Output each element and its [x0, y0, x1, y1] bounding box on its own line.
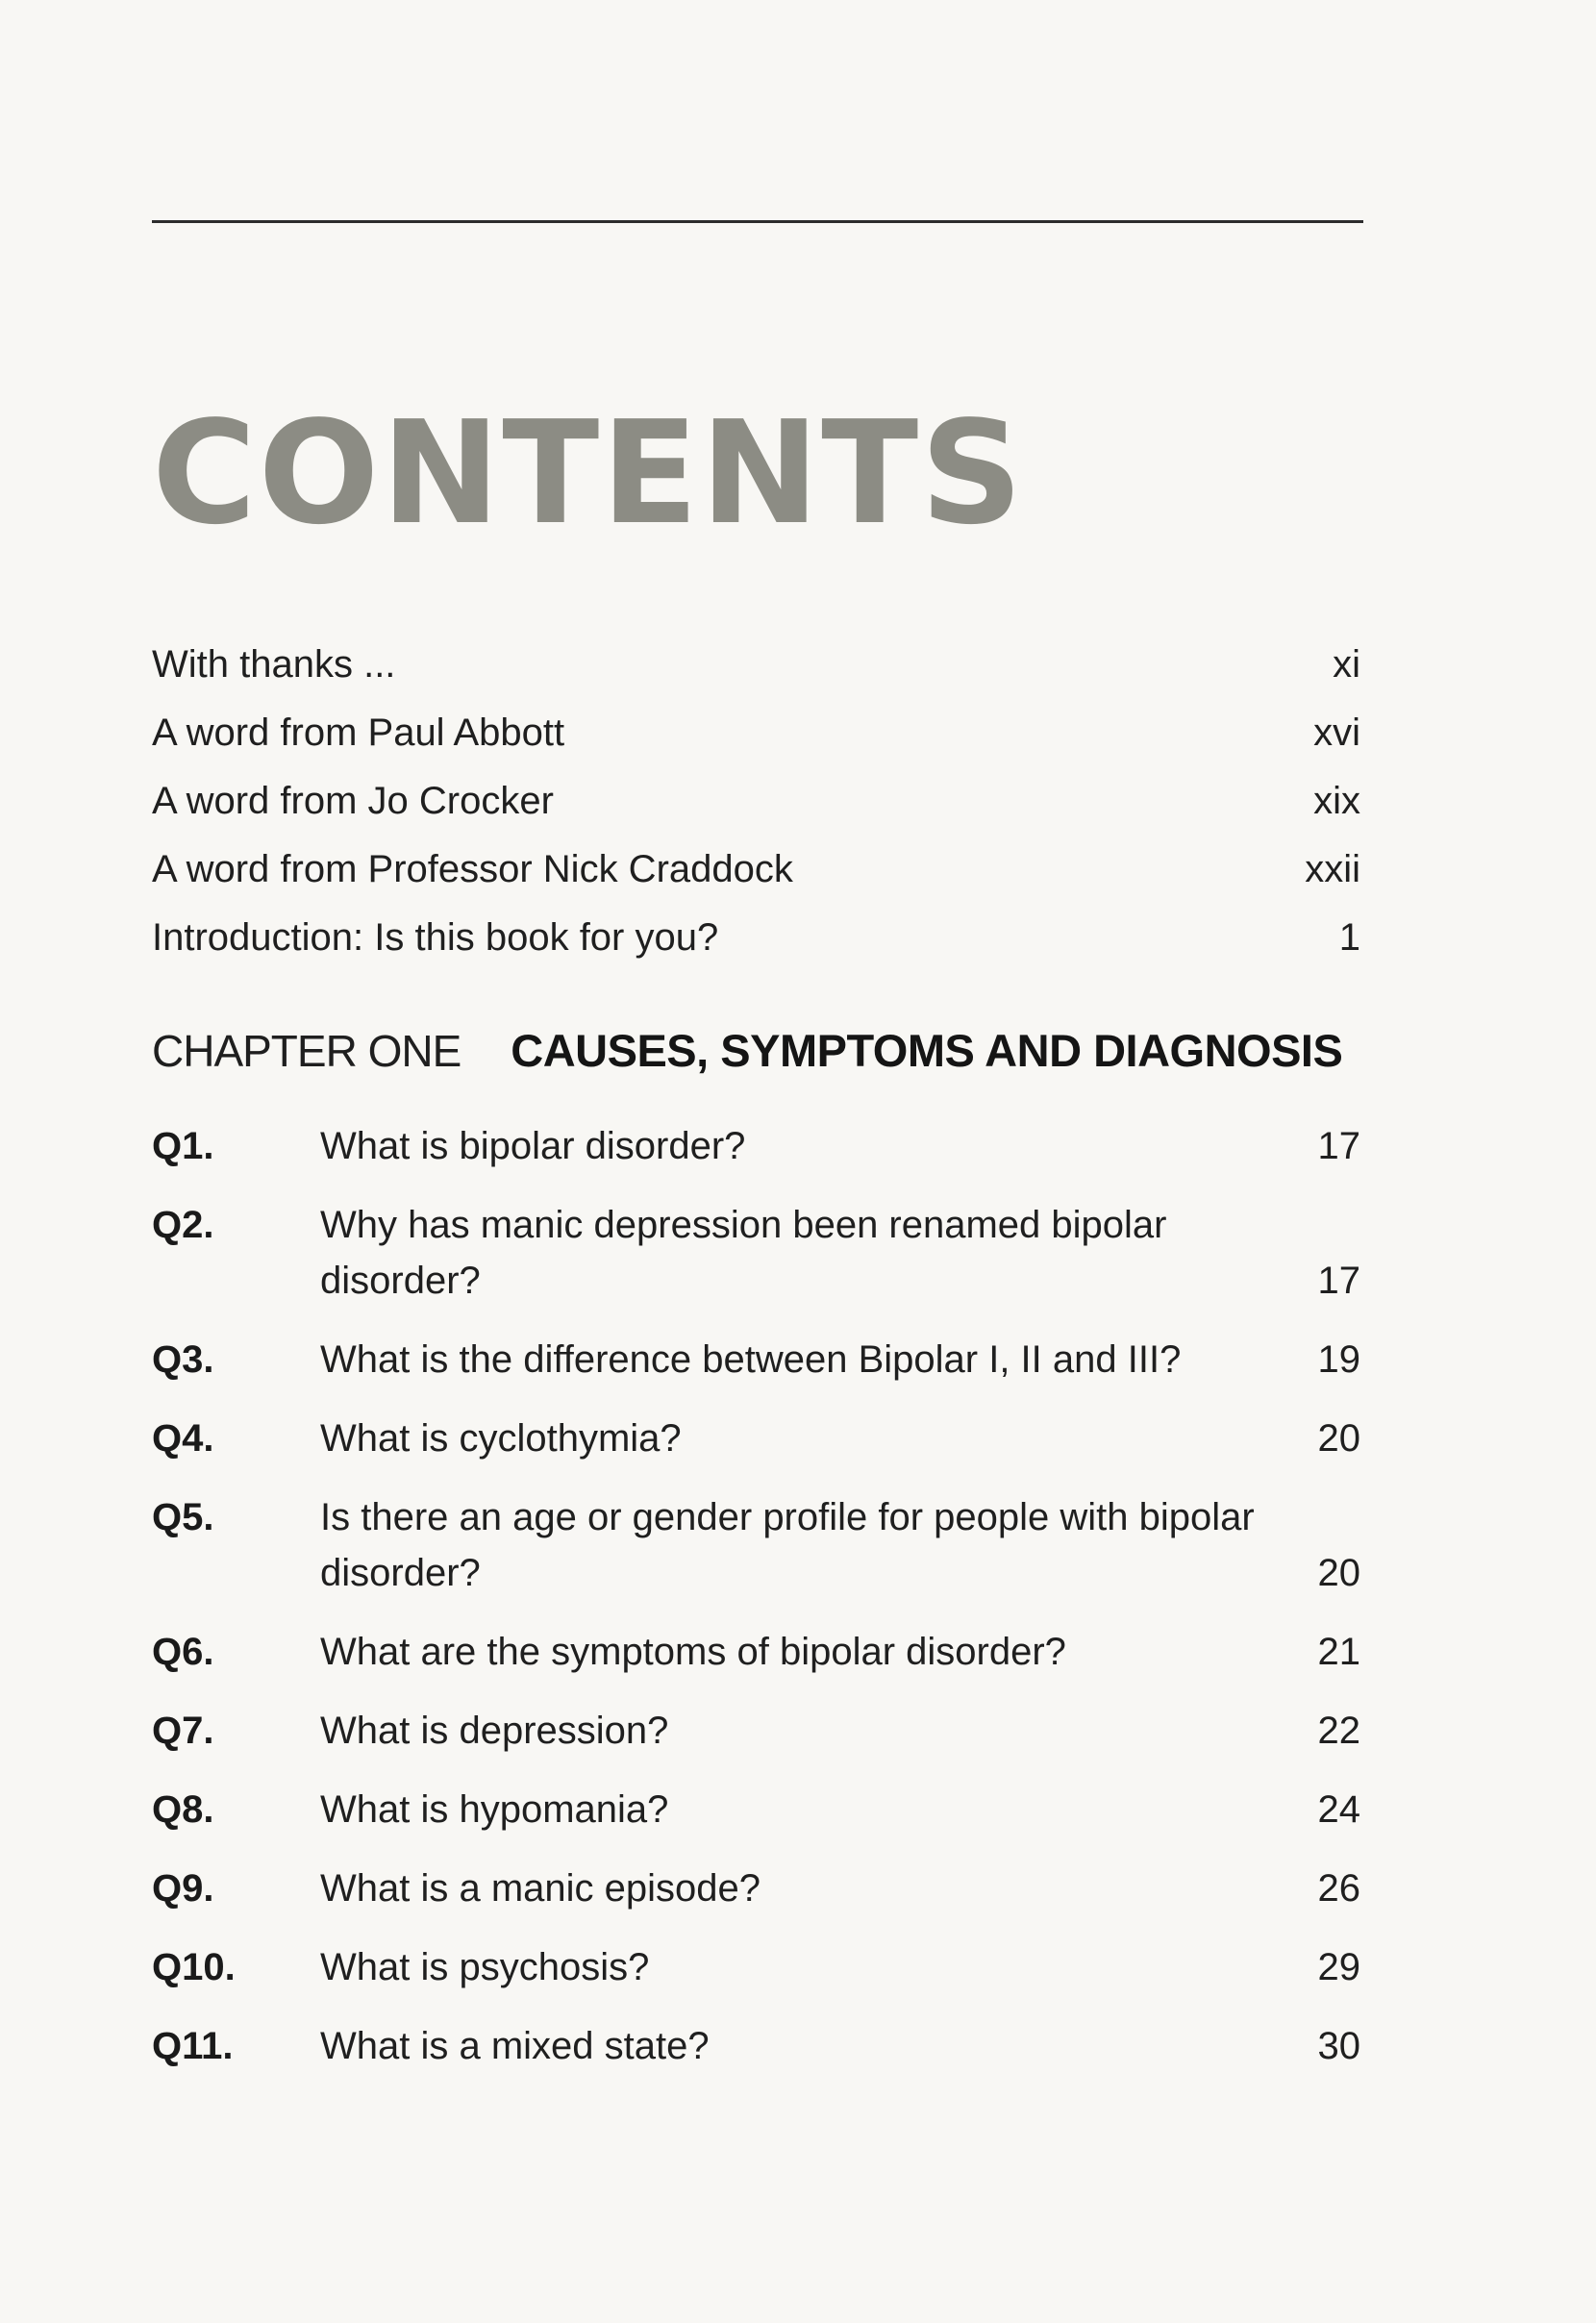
question-page: 20 — [1317, 1552, 1360, 1594]
question-text: What is hypomania? — [320, 1788, 669, 1831]
question-row — [152, 1703, 1360, 1759]
question-number: Q9. — [152, 1867, 214, 1910]
question-row — [152, 1624, 1360, 1680]
front-matter-row — [152, 848, 1360, 916]
question-text: What is bipolar disorder? — [320, 1125, 746, 1167]
question-row — [152, 1861, 1360, 1916]
front-matter-label: A word from Professor Nick Craddock — [152, 848, 793, 890]
front-matter-page: xi — [1333, 643, 1360, 686]
front-matter-row — [152, 780, 1360, 848]
question-row — [152, 1118, 1360, 1174]
question-text: Why has manic depression been renamed bipolar disorder? — [320, 1204, 1167, 1302]
front-matter-label: Introduction: Is this book for you? — [152, 916, 719, 959]
question-text: What are the symptoms of bipolar disorder? — [320, 1631, 1066, 1673]
question-number: Q1. — [152, 1125, 214, 1167]
front-matter-row — [152, 643, 1360, 712]
question-page: 20 — [1317, 1417, 1360, 1460]
question-page: 22 — [1317, 1710, 1360, 1752]
front-matter-label: With thanks ... — [152, 643, 396, 686]
question-row — [152, 1197, 1360, 1309]
question-row — [152, 1332, 1360, 1387]
question-page: 17 — [1317, 1125, 1360, 1167]
front-matter-label: A word from Jo Crocker — [152, 780, 554, 822]
question-row — [152, 1939, 1360, 1995]
front-matter-page: xxii — [1305, 848, 1360, 890]
question-page: 30 — [1317, 2025, 1360, 2067]
question-text: What is depression? — [320, 1710, 669, 1752]
front-matter-list — [152, 643, 1360, 985]
page-title: CONTENTS — [152, 390, 1025, 556]
question-text: What is a mixed state? — [320, 2025, 710, 2067]
chapter-label: CHAPTER ONE — [152, 1026, 461, 1076]
question-page: 24 — [1317, 1788, 1360, 1831]
question-text: What is the difference between Bipolar I, II and III? — [320, 1338, 1182, 1381]
question-number: Q7. — [152, 1710, 214, 1752]
question-number: Q5. — [152, 1496, 214, 1538]
question-text: Is there an age or gender profile for people with bipolar disorder? — [320, 1496, 1255, 1594]
question-row — [152, 1489, 1360, 1601]
question-number: Q8. — [152, 1788, 214, 1831]
question-text: What is a manic episode? — [320, 1867, 761, 1910]
question-number: Q3. — [152, 1338, 214, 1381]
question-text: What is cyclothymia? — [320, 1417, 682, 1460]
question-number: Q10. — [152, 1946, 236, 1988]
front-matter-row — [152, 712, 1360, 780]
top-rule — [152, 220, 1363, 223]
question-page: 26 — [1317, 1867, 1360, 1910]
front-matter-label: A word from Paul Abbott — [152, 712, 565, 754]
question-page: 17 — [1317, 1260, 1360, 1302]
question-row — [152, 1411, 1360, 1466]
question-list — [152, 1118, 1360, 2097]
question-page: 19 — [1317, 1338, 1360, 1381]
front-matter-row — [152, 916, 1360, 985]
chapter-title: CAUSES, SYMPTOMS AND DIAGNOSIS — [511, 1025, 1343, 1076]
question-row — [152, 1782, 1360, 1837]
front-matter-page: xix — [1313, 780, 1360, 822]
question-page: 29 — [1317, 1946, 1360, 1988]
question-number: Q4. — [152, 1417, 214, 1460]
question-number: Q2. — [152, 1204, 214, 1246]
chapter-heading — [152, 1024, 1344, 1077]
question-number: Q11. — [152, 2025, 234, 2067]
question-row — [152, 2018, 1360, 2074]
question-number: Q6. — [152, 1631, 214, 1673]
question-page: 21 — [1317, 1631, 1360, 1673]
front-matter-page: xvi — [1313, 712, 1360, 754]
question-text: What is psychosis? — [320, 1946, 650, 1988]
front-matter-page: 1 — [1338, 916, 1360, 959]
